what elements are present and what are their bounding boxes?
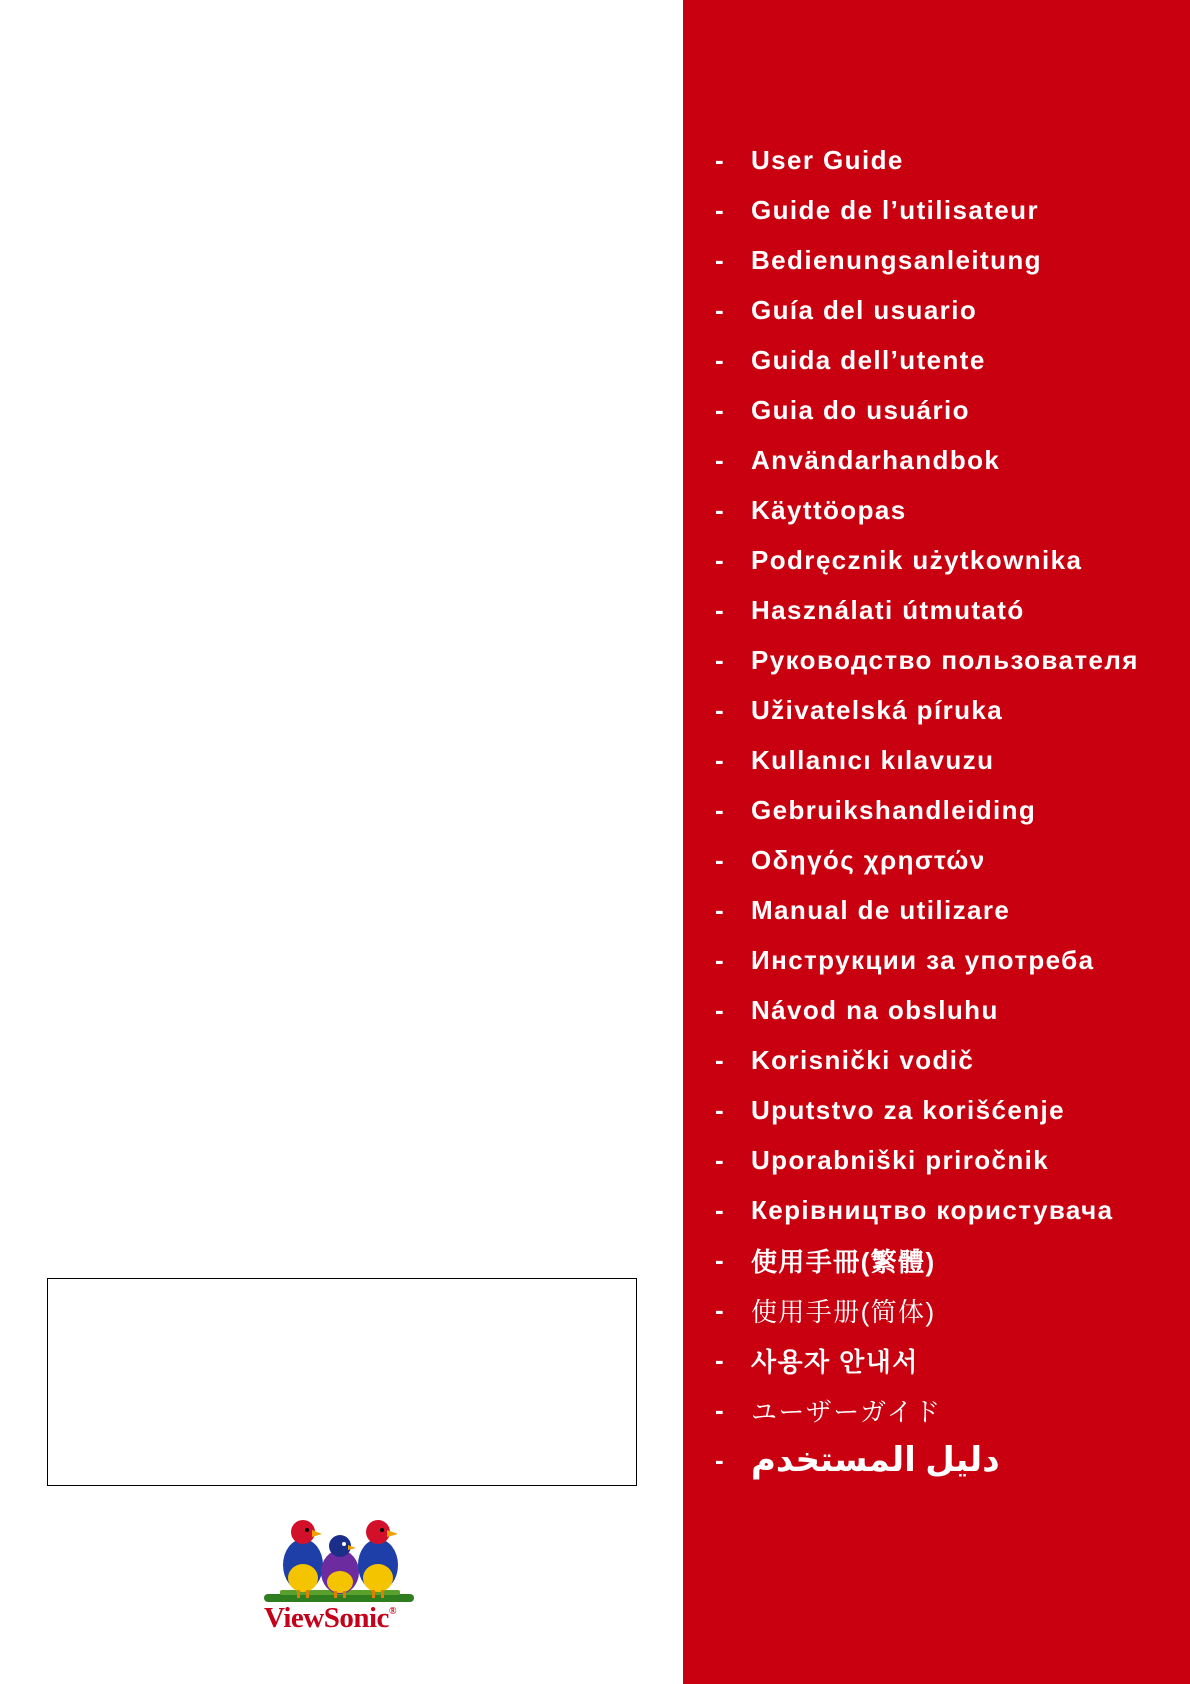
guide-item-swedish	[683, 435, 1139, 485]
list-dash: -	[715, 1344, 726, 1375]
guide-item-japanese	[683, 1385, 1139, 1435]
guide-item-serbian	[683, 1085, 1139, 1135]
guide-item-korean	[683, 1335, 1139, 1385]
guide-title: 사용자 안내서	[751, 1346, 919, 1377]
guide-item-bulgarian	[683, 935, 1139, 985]
guide-title: ユーザーガイド	[751, 1396, 942, 1427]
list-dash: -	[715, 294, 726, 325]
guide-title: Инструкции за употреба	[751, 944, 1095, 975]
list-dash: -	[715, 644, 726, 675]
guide-item-italian	[683, 335, 1139, 385]
guide-title: Käyttöopas	[751, 494, 907, 525]
guide-title: User Guide	[751, 144, 904, 175]
guide-item-portuguese	[683, 385, 1139, 435]
list-dash: -	[715, 1444, 726, 1475]
guide-title: Uporabniški priročnik	[751, 1144, 1050, 1175]
guide-item-russian	[683, 635, 1139, 685]
list-dash: -	[715, 494, 726, 525]
guide-title: Használati útmutató	[751, 594, 1025, 625]
list-dash: -	[715, 544, 726, 575]
guide-item-greek	[683, 835, 1139, 885]
guide-item-croatian	[683, 1035, 1139, 1085]
guide-item-finnish	[683, 485, 1139, 535]
guide-title: Guia do usuário	[751, 394, 970, 425]
guide-title: Användarhandbok	[751, 444, 1001, 475]
list-dash: -	[715, 1044, 726, 1075]
list-dash: -	[715, 1094, 726, 1125]
list-dash: -	[715, 594, 726, 625]
guide-title: 使用手册(简体)	[751, 1296, 936, 1327]
guide-title: Kullanıcı kılavuzu	[751, 744, 995, 775]
guide-item-turkish	[683, 735, 1139, 785]
guide-title: Bedienungsanleitung	[751, 244, 1042, 275]
brand-wordmark	[264, 1602, 424, 1635]
guide-title: دليل المستخدم	[751, 1441, 1000, 1479]
guide-item-ukrainian	[683, 1185, 1139, 1235]
guide-item-czech	[683, 685, 1139, 735]
guide-title: Uputstvo za korišćenje	[751, 1094, 1065, 1125]
guide-title: Gebruikshandleiding	[751, 794, 1037, 825]
brand-name: ViewSonic	[264, 1602, 389, 1634]
guide-title: Návod na obsluhu	[751, 994, 999, 1025]
list-dash: -	[715, 344, 726, 375]
guide-item-french	[683, 185, 1139, 235]
guide-item-slovak	[683, 985, 1139, 1035]
list-dash: -	[715, 1144, 726, 1175]
list-dash: -	[715, 694, 726, 725]
list-dash: -	[715, 1394, 726, 1425]
guide-title: Керівництво користувача	[751, 1194, 1114, 1225]
list-dash: -	[715, 194, 726, 225]
registered-mark: ®	[388, 1606, 396, 1617]
guide-item-chinese-simplified	[683, 1285, 1139, 1335]
list-dash: -	[715, 794, 726, 825]
list-dash: -	[715, 144, 726, 175]
guide-item-german	[683, 235, 1139, 285]
guide-title: Guía del usuario	[751, 294, 978, 325]
guide-item-arabic	[683, 1435, 1139, 1485]
birds-logo-icon	[260, 1510, 420, 1610]
guide-item-dutch	[683, 785, 1139, 835]
guide-item-slovenian	[683, 1135, 1139, 1185]
guide-title: Οδηγός χρηστών	[751, 844, 986, 875]
guide-item-chinese-traditional	[683, 1235, 1139, 1285]
list-dash: -	[715, 394, 726, 425]
list-dash: -	[715, 1194, 726, 1225]
guide-item-polish	[683, 535, 1139, 585]
guide-item-romanian	[683, 885, 1139, 935]
list-dash: -	[715, 744, 726, 775]
list-dash: -	[715, 1244, 726, 1275]
list-dash: -	[715, 844, 726, 875]
guide-title: Uživatelská píruka	[751, 694, 1004, 725]
list-dash: -	[715, 944, 726, 975]
guide-language-list	[683, 135, 1139, 1485]
list-dash: -	[715, 444, 726, 475]
model-name-box	[47, 1278, 637, 1486]
list-dash: -	[715, 1294, 726, 1325]
guide-item-spanish	[683, 285, 1139, 335]
guide-title: Manual de utilizare	[751, 894, 1011, 925]
viewsonic-logo	[260, 1510, 420, 1640]
list-dash: -	[715, 894, 726, 925]
guide-title: Korisnički vodič	[751, 1044, 975, 1075]
guide-item-english	[683, 135, 1139, 185]
guide-title: Podręcznik użytkownika	[751, 544, 1083, 575]
guide-title: Guide de l’utilisateur	[751, 194, 1039, 225]
list-dash: -	[715, 994, 726, 1025]
guide-title: Руководство пользователя	[751, 644, 1139, 675]
guide-title: Guida dell’utente	[751, 344, 986, 375]
guide-title: 使用手冊(繁體)	[751, 1246, 936, 1277]
list-dash: -	[715, 244, 726, 275]
language-panel	[683, 0, 1190, 1684]
guide-item-hungarian	[683, 585, 1139, 635]
